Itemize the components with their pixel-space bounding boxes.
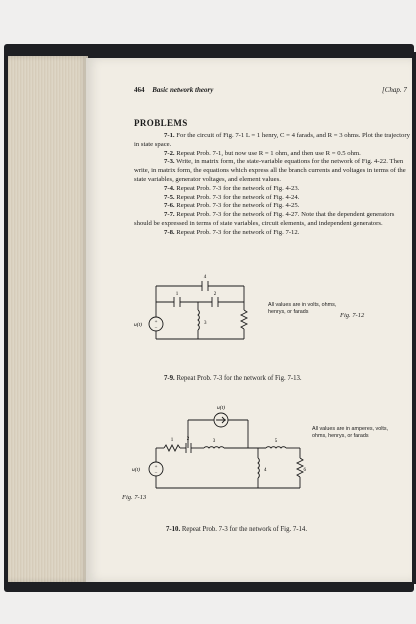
problem-7-10: 7-10. Repeat Prob. 7-3 for the network of Fig. 7-14. [166, 526, 308, 533]
label-r1: 1 [170, 438, 174, 443]
problem-7-2: 7-2. Repeat Prob. 7-1, but now use R = 1 ohm, and then use R = 0.5 ohm. [164, 149, 361, 157]
source-plus: + [154, 465, 158, 470]
fig12-caption: Fig. 7-12 [340, 312, 365, 319]
label-c2: 2 [186, 437, 190, 442]
fig13-caption: Fig. 7-13 [122, 494, 147, 501]
source-minus: − [154, 471, 158, 476]
circuit-fig-7-12 [116, 268, 256, 348]
problem-7-8: 7-8. Repeat Prob. 7-3 for the network of Fig. 7-12. [164, 228, 300, 236]
label-l5: 5 [274, 439, 278, 444]
label-l3: 3 [212, 439, 216, 444]
book-page [86, 58, 412, 582]
label-c1: 1 [175, 292, 179, 297]
page-header [134, 86, 407, 94]
chapter-label: [Chap. 7 [382, 86, 407, 94]
label-c2: 2 [213, 292, 217, 297]
current-arrow-icon [217, 417, 225, 423]
problem-7-1: 7-1. For the circuit of Fig. 7-1 L = 1 henry, C = 4 farads, and R = 3 ohms. Plot the trajectory in state space. [134, 132, 410, 148]
source-minus: − [154, 326, 158, 331]
source-plus: + [154, 320, 158, 325]
problem-7-5: 7-5. Repeat Prob. 7-3 for the network of Fig. 4-24. [164, 193, 300, 201]
problem-7-3: 7-3. Write, in matrix form, the state-variable equations for the network of Fig. 4-22. Then write, in matrix form, the equations which express all the branch currents and voltages in terms of the state variables, generator voltages, and element values. [134, 158, 406, 183]
running-title: Basic network theory [152, 86, 214, 94]
label-c4: 4 [203, 275, 207, 280]
label-l4: 4 [264, 468, 267, 473]
problem-7-6: 7-6. Repeat Prob. 7-3 for the network of Fig. 4-25. [164, 202, 300, 210]
fig12-note: All values are in volts, ohms, henrys, or farads [268, 302, 337, 315]
voltage-source-label: u(t) [132, 467, 140, 473]
label-l3: 3 [204, 321, 207, 326]
circuit-fig-7-13 [116, 400, 306, 495]
problem-7-4: 7-4. Repeat Prob. 7-3 for the network of Fig. 4-23. [164, 184, 300, 192]
fig13-note: All values are in amperes, volts, ohms, henrys, or farads [312, 426, 389, 439]
section-title: PROBLEMS [134, 118, 188, 128]
source-label: u(t) [134, 322, 142, 328]
label-r6: 6 [303, 468, 306, 473]
problem-list [134, 132, 412, 238]
page-number: 464 [134, 86, 145, 94]
current-source-label: u(t) [217, 405, 225, 411]
problem-7-9: 7-9. Repeat Prob. 7-3 for the network of Fig. 7-13. [164, 375, 302, 382]
page-edges [8, 56, 88, 582]
problem-7-7: 7-7. Repeat Prob. 7-3 for the network of Fig. 4-27. Note that the dependent generators should be expressed in terms of state variables, circuit elements, and independent generators. [134, 211, 395, 227]
